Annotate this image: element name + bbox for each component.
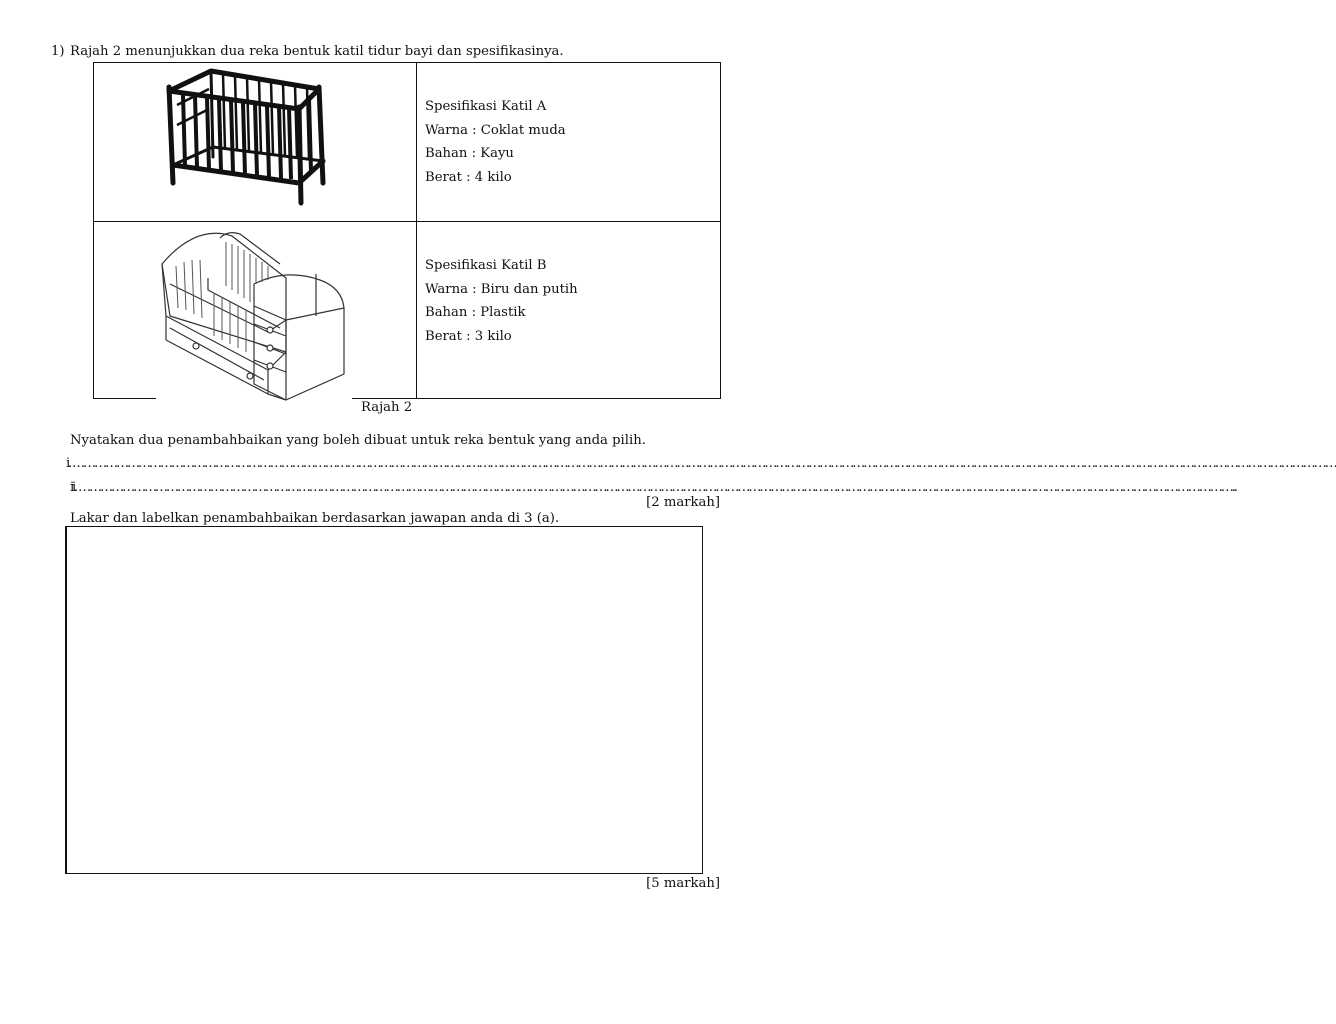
part-b-instruction: Lakar dan labelkan penambahbaikan berdasarkan jawapan anda di 3 (a). — [70, 511, 560, 526]
answer-line-2[interactable]: ii. ……………………………………………………………………………………………………………………………………………………………………………………………………………………………………………………………………………………….. — [70, 480, 1236, 495]
crib-a-image-cell — [94, 63, 417, 222]
crib-spec-table — [93, 62, 721, 399]
question-number: 1) — [51, 44, 65, 59]
crib-b-spec-title: Spesifikasi Katil B — [425, 258, 547, 273]
figure-caption: Rajah 2 — [361, 400, 413, 415]
crib-a-spec-list — [425, 95, 566, 189]
answer-line-1[interactable]: i. ………………………………………………………………………………………………………………………………………………………………………………………………………………………………………………………………………………………………………………… — [66, 456, 1336, 471]
question-text: Rajah 2 menunjukkan dua reka bentuk katil tidur bayi dan spesifikasinya. — [70, 44, 564, 59]
crib-a-image — [149, 65, 361, 217]
crib-a-spec-title: Spesifikasi Katil A — [425, 99, 547, 114]
crib-b-spec-cell — [417, 222, 721, 399]
crib-a-material: Bahan : Kayu — [425, 146, 514, 161]
crib-b-image — [156, 224, 352, 402]
part-a-marks: [2 markah] — [646, 495, 720, 510]
part-b-marks: [5 markah] — [646, 876, 720, 891]
crib-b-weight: Berat : 3 kilo — [425, 328, 512, 344]
crib-b-material: Bahan : Plastik — [425, 305, 526, 320]
crib-b-spec-list — [425, 254, 578, 348]
part-a-instruction: Nyatakan dua penambahbaikan yang boleh dibuat untuk reka bentuk yang anda pilih. — [70, 433, 646, 448]
crib-a-weight: Berat : 4 kilo — [425, 169, 512, 185]
sketch-answer-box[interactable] — [65, 526, 703, 874]
table-row-crib-a — [94, 63, 721, 222]
table-row-crib-b — [94, 222, 721, 399]
crib-b-color: Warna : Biru dan putih — [425, 281, 578, 297]
crib-b-image-cell — [94, 222, 417, 399]
crib-a-color: Warna : Coklat muda — [425, 122, 566, 138]
crib-a-spec-cell — [417, 63, 721, 222]
